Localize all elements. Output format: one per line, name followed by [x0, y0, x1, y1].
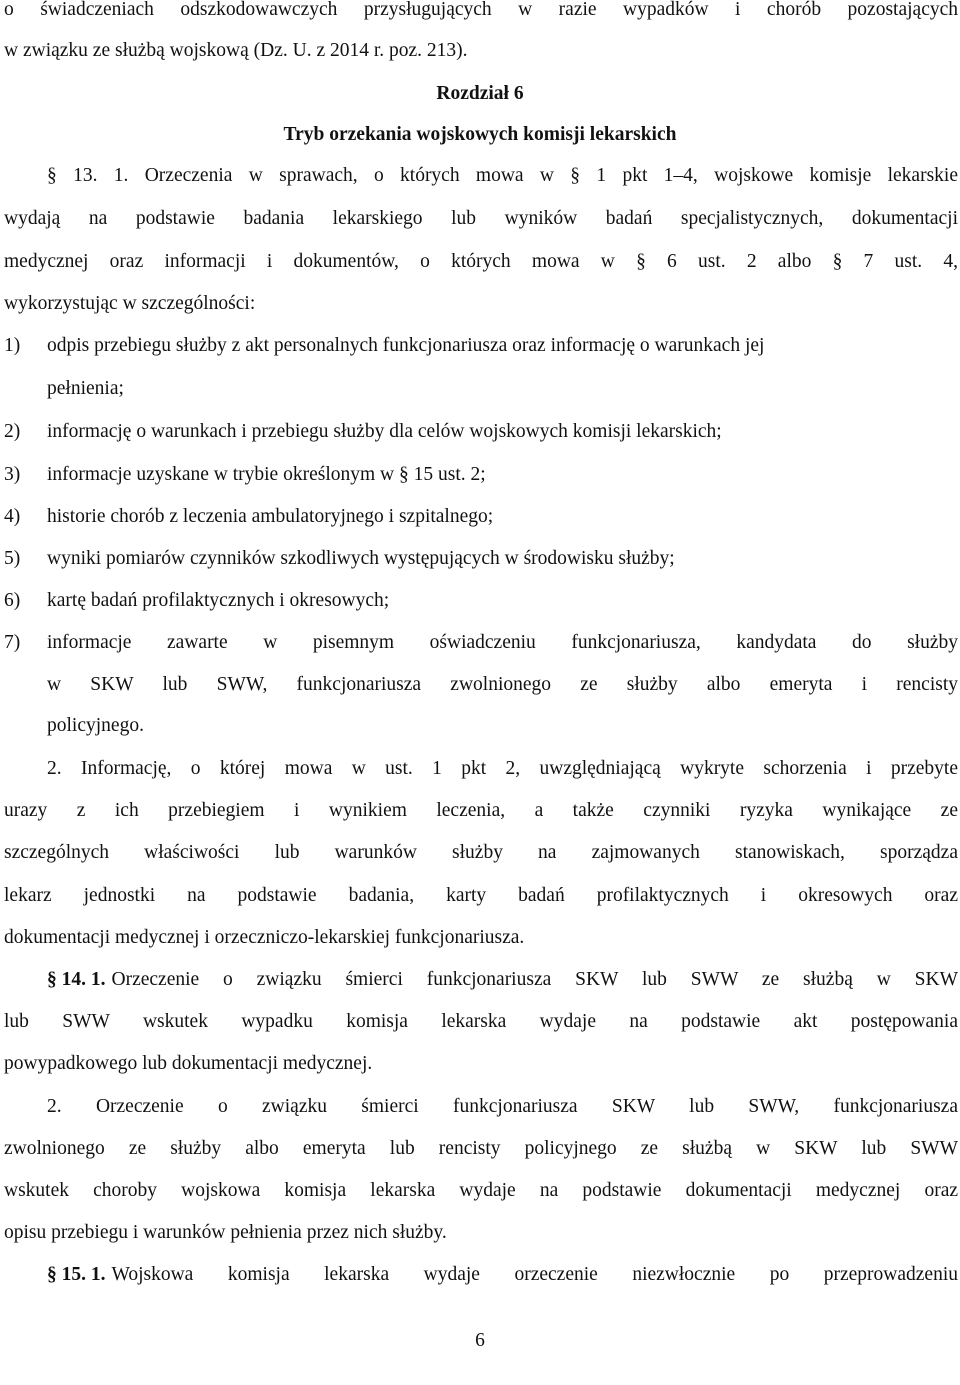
- list-item-continuation: policyjnego.: [47, 715, 144, 736]
- list-item-text: wyniki pomiarów czynników szkodliwych występujących w środowisku służby;: [47, 548, 675, 569]
- list-item-text: informację o warunkach i przebiegu służby dla celów wojskowych komisji lekarskich;: [47, 421, 722, 442]
- list-item-number: 1): [4, 335, 21, 356]
- chapter-number: Rozdział 6: [436, 83, 524, 104]
- text-line: o świadczeniach odszkodowawczych przysługujących w razie wypadków i chorób pozostających: [4, 0, 958, 20]
- list-item: [4, 503, 958, 531]
- section-number: § 15. 1.: [47, 1264, 106, 1285]
- paragraph-13-line: wykorzystując w szczególności:: [4, 293, 256, 314]
- list-item: [4, 461, 958, 489]
- list-item-number: 5): [4, 548, 21, 569]
- list-item-number: 7): [4, 632, 21, 653]
- list-item-number: 4): [4, 506, 21, 527]
- paragraph-13-line: § 13. 1. Orzeczenia w sprawach, o których mowa w § 1 pkt 1–4, wojskowe komisje lekarskie: [47, 165, 958, 186]
- paragraph-14-2-line: zwolnionego ze służby albo emeryta lub rencisty policyjnego ze służbą w SKW lub SWW: [4, 1138, 958, 1159]
- paragraph-15-line: [47, 1261, 958, 1289]
- list-item-continuation: w SKW lub SWW, funkcjonariusza zwolnionego ze służby albo emeryta i rencisty: [47, 674, 958, 695]
- list-item-text: odpis przebiegu służby z akt personalnych funkcjonariusza oraz informację o warunkach jej: [47, 335, 765, 356]
- paragraph-13-2-line: 2. Informację, o której mowa w ust. 1 pkt 2, uwzględniającą wykryte schorzenia i przebyte: [47, 758, 958, 779]
- paragraph-14-2-line: opisu przebiegu i warunków pełnienia przez nich służby.: [4, 1222, 447, 1243]
- list-item: [4, 332, 958, 360]
- list-item: [4, 545, 958, 573]
- paragraph-13-line: medycznej oraz informacji i dokumentów, o których mowa w § 6 ust. 2 albo § 7 ust. 4,: [4, 251, 958, 272]
- paragraph-text: Orzeczenie o związku śmierci funkcjonariusza SKW lub SWW ze służbą w SKW: [111, 969, 958, 990]
- paragraph-14-line: lub SWW wskutek wypadku komisja lekarska wydaje na podstawie akt postępowania: [4, 1011, 958, 1032]
- paragraph-13-line: wydają na podstawie badania lekarskiego lub wyników badań specjalistycznych, dokumentacji: [4, 208, 958, 229]
- section-number: § 14. 1.: [47, 969, 106, 990]
- paragraph-13-2-line: lekarz jednostki na podstawie badania, karty badań profilaktycznych i okresowych oraz: [4, 885, 958, 906]
- paragraph-13-2-line: szczególnych właściwości lub warunków służby na zajmowanych stanowiskach, sporządza: [4, 842, 958, 863]
- paragraph-14-line: [47, 966, 958, 994]
- list-item: [4, 418, 958, 446]
- text-line: w związku ze służbą wojskową (Dz. U. z 2014 r. poz. 213).: [4, 40, 468, 61]
- paragraph-text: Wojskowa komisja lekarska wydaje orzeczenie niezwłocznie po przeprowadzeniu: [111, 1264, 958, 1285]
- paragraph-14-2-line: wskutek choroby wojskowa komisja lekarska wydaje na podstawie dokumentacji medycznej oraz: [4, 1180, 958, 1201]
- paragraph-14-2-line: 2. Orzeczenie o związku śmierci funkcjonariusza SKW lub SWW, funkcjonariusza: [47, 1096, 958, 1117]
- list-item-number: 2): [4, 421, 21, 442]
- list-item-text: informacje uzyskane w trybie określonym w § 15 ust. 2;: [47, 464, 486, 485]
- list-item-text: historie chorób z leczenia ambulatoryjnego i szpitalnego;: [47, 506, 494, 527]
- page-number: 6: [475, 1330, 485, 1351]
- list-item-text: kartę badań profilaktycznych i okresowych;: [47, 590, 390, 611]
- list-item-text: informacje zawarte w pisemnym oświadczeniu funkcjonariusza, kandydata do służby: [47, 632, 958, 653]
- list-item-number: 6): [4, 590, 21, 611]
- paragraph-13-2-line: dokumentacji medycznej i orzeczniczo-lekarskiej funkcjonariusza.: [4, 927, 525, 948]
- list-item: [4, 629, 958, 657]
- list-item-continuation: pełnienia;: [47, 378, 124, 399]
- paragraph-13-2-line: urazy z ich przebiegiem i wynikiem leczenia, a także czynniki ryzyka wynikające ze: [4, 800, 958, 821]
- list-item-number: 3): [4, 464, 21, 485]
- paragraph-14-line: powypadkowego lub dokumentacji medycznej.: [4, 1053, 373, 1074]
- list-item: [4, 587, 958, 615]
- chapter-title: Tryb orzekania wojskowych komisji lekarskich: [283, 124, 677, 145]
